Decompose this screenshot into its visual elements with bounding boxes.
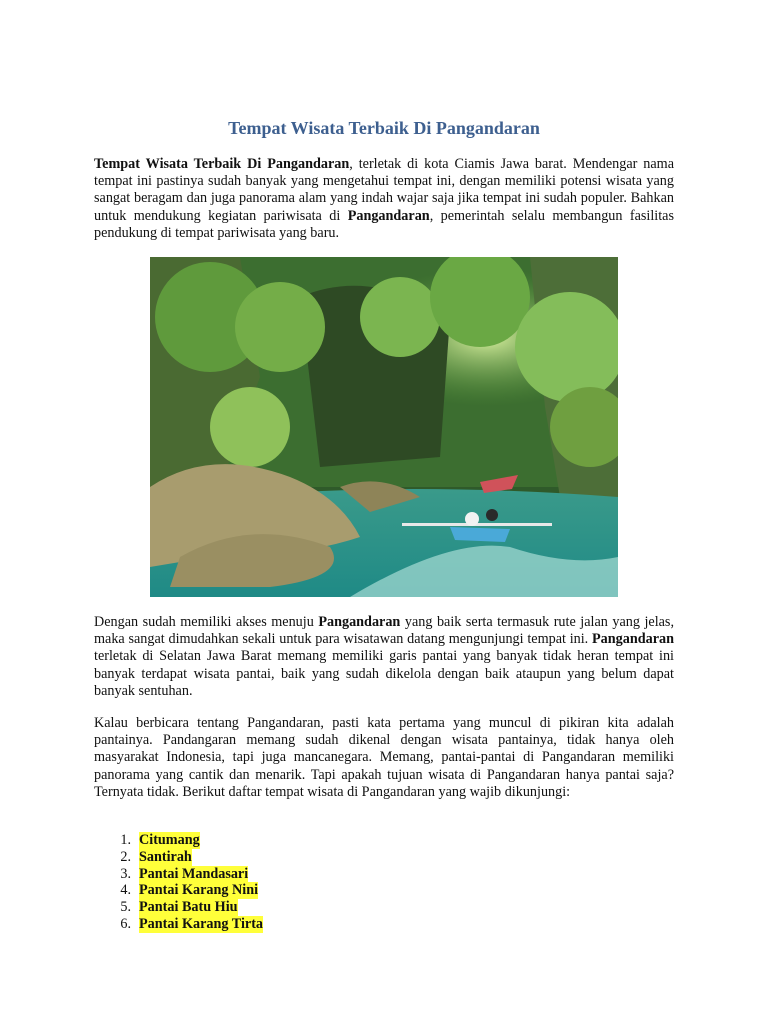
destination-item: Citumang [139, 832, 200, 848]
beach-paragraph: Kalau berbicara tentang Pangandaran, pasti kata pertama yang muncul di pikiran kita adalah pantainya. Pandangaran memang sudah dikenal dengan wisata pantainya, tidak hanya oleh masyarakat Indonesia, tapi juga mancanegara. Memang, pantai-pantai di Pangandaran memiliki panorama yang cantik dan menarik. Tapi apakah tujuan wisata di Pangandaran hanya pantai saja? Ternyata tidak. Berikut daftar tempat wisata di Pangandaran yang wajib dikunjungi: [94, 715, 674, 800]
access-text-b: yang baik serta termasuk rute jalan yang jelas, maka sangat dimudahkan sekali untuk para wisatawan datang mengunjungi tempat ini. [94, 614, 674, 648]
list-item: 5. Pantai Batu Hiu [120, 899, 238, 916]
list-item: 1. Citumang [120, 832, 200, 848]
document-title: Tempat Wisata Terbaik Di Pangandaran [228, 118, 540, 138]
access-text-a: Dengan sudah memiliki akses menuju [94, 614, 319, 630]
list-item: 6. Pantai Karang Tirta [120, 915, 264, 932]
access-bold-b: Pangandaran [592, 631, 674, 648]
list-item: 4. Pantai Karang Nini [120, 882, 259, 899]
river-canyon-photo [150, 257, 618, 597]
intro-text-b: , pemerintah selalu membangun fasilitas pendukung di tempat pariwisata yang baru. [94, 207, 674, 241]
intro-paragraph [94, 156, 674, 242]
access-bold-a: Pangandaran [318, 614, 401, 630]
access-paragraph [94, 614, 674, 700]
destination-item: Santirah [139, 848, 192, 865]
intro-bold-lead: Tempat Wisata Terbaik Di Pangandaran [94, 156, 350, 172]
access-text-c: terletak di Selatan Jawa Barat memang memiliki garis pantai yang banyak tidak heran tempat ini banyak terdapat wisata pantai, baik yang sudah dikelola dengan baik ataupun yang belum dapat banyak sentuhan. [94, 648, 674, 699]
destination-item: Pantai Karang Nini [139, 882, 259, 899]
destination-item: Pantai Karang Tirta [139, 915, 264, 932]
list-item: 2. Santirah [120, 848, 192, 865]
intro-text-a: , terletak di kota Ciamis Jawa barat. Mendengar nama tempat ini pastinya sudah banyak yang mengetahui tempat ini, dengan memiliki potensi wisata yang sangat beragam dan juga panorama alam yang indah wajar saja jika tempat ini sudah populer. Bahkan untuk mendukung kegiatan pariwisata di [94, 156, 675, 224]
destination-list [94, 832, 263, 933]
destination-item: Pantai Mandasari [139, 865, 249, 882]
intro-bold-mid: Pangandaran [347, 207, 430, 224]
destination-item: Pantai Batu Hiu [139, 899, 238, 916]
list-item: 3. Pantai Mandasari [120, 865, 249, 882]
